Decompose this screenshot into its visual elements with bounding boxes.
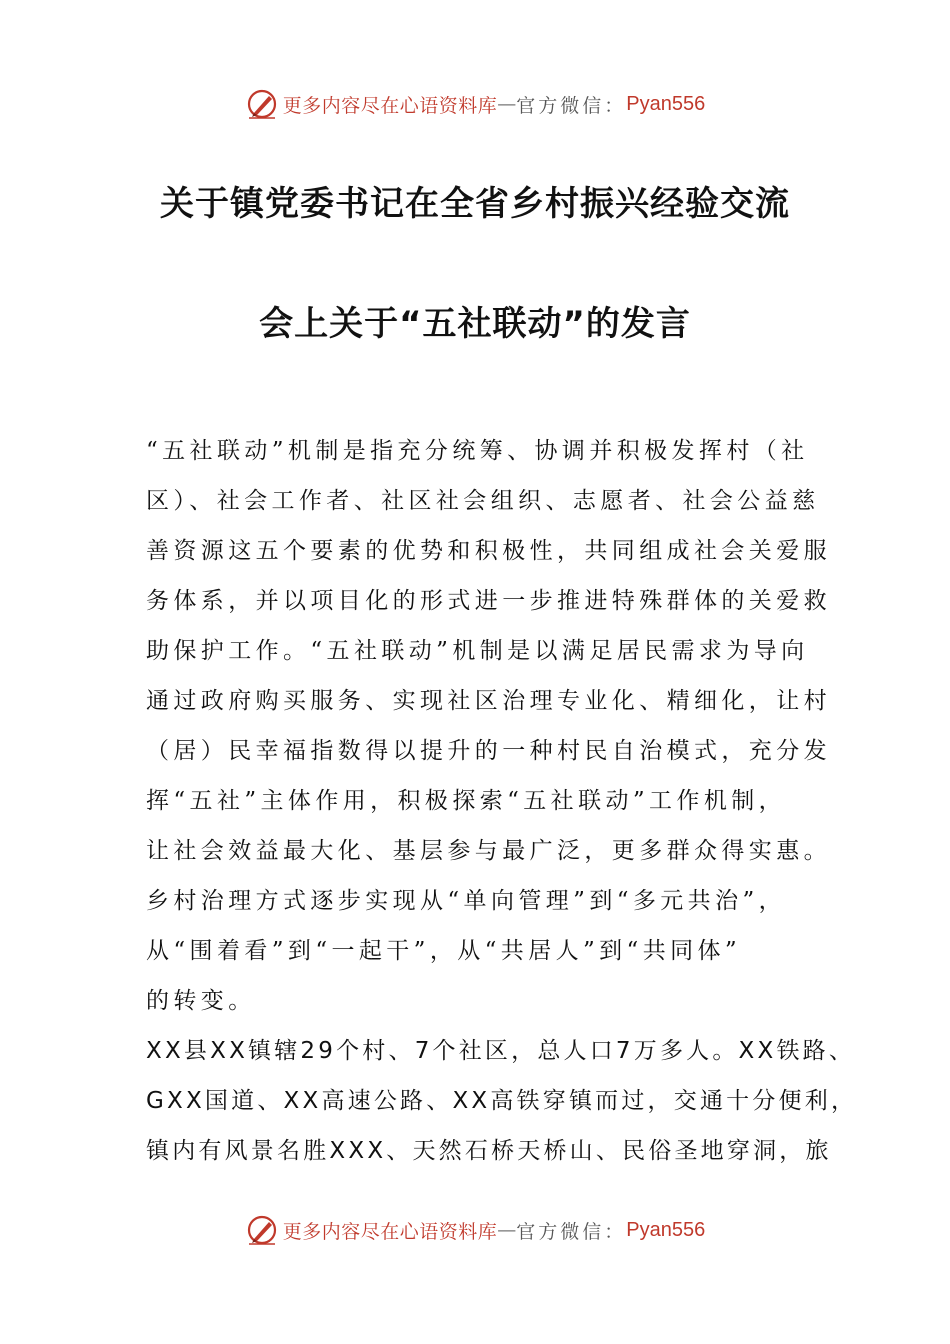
body-line: 乡村治理方式逐步实现从“单向管理”到“多元共治”， — [146, 888, 787, 914]
banner-separator: — — [497, 1219, 517, 1241]
banner-wechat-id: Pyan556 — [626, 1218, 706, 1241]
document-title-line-1: 关于镇党委书记在全省乡村振兴经验交流 — [160, 184, 790, 224]
banner-wechat-label: 官方微信： — [516, 94, 627, 117]
body-line: XX县XX镇辖29个村、7个社区，总人口7万多人。XX铁路、 — [146, 1038, 856, 1064]
body-line: “五社联动”机制是指充分统筹、协调并积极发挥村（社 — [146, 438, 809, 464]
document-title-line-2: 会上关于“五社联动”的发言 — [259, 304, 691, 344]
document-body — [146, 426, 858, 1176]
body-line: 务体系，并以项目化的形式进一步推进特殊群体的关爱救 — [146, 588, 831, 614]
pen-nib-logo-icon — [245, 1213, 279, 1247]
body-line: 挥“五社”主体作用，积极探索“五社联动”工作机制， — [146, 788, 787, 814]
body-line: 从“围着看”到“一起干”，从“共居人”到“共同体” — [146, 938, 742, 964]
banner-promo-text: 更多内容尽在心语资料库 — [282, 1220, 498, 1243]
paragraph-2 — [146, 1026, 858, 1176]
header-banner — [0, 84, 950, 124]
pen-nib-logo-icon — [245, 87, 279, 121]
footer-banner — [0, 1210, 950, 1250]
body-line: 助保护工作。“五社联动”机制是以满足居民需求为导向 — [146, 638, 809, 664]
banner-promo-text: 更多内容尽在心语资料库 — [282, 94, 498, 117]
body-line: GXX国道、XX高速公路、XX高铁穿镇而过，交通十分便利， — [146, 1088, 858, 1114]
paragraph-1 — [146, 426, 836, 1026]
body-line: 的转变。 — [146, 988, 256, 1014]
banner-separator: — — [497, 93, 517, 115]
body-line: 让社会效益最大化、基层参与最广泛，更多群众得实惠。 — [146, 838, 831, 864]
body-line: （居）民幸福指数得以提升的一种村民自治模式，充分发 — [146, 738, 831, 764]
banner-wechat-id: Pyan556 — [626, 92, 706, 115]
body-line: 善资源这五个要素的优势和积极性，共同组成社会关爱服 — [146, 538, 831, 564]
body-line: 镇内有风景名胜XXX、天然石桥天桥山、民俗圣地穿洞，旅 — [146, 1138, 832, 1164]
body-line: 通过政府购买服务、实现社区治理专业化、精细化，让村 — [146, 688, 831, 714]
banner-wechat-label: 官方微信： — [516, 1220, 627, 1243]
body-line: 区）、社会工作者、社区社会组织、志愿者、社会公益慈 — [146, 488, 820, 514]
